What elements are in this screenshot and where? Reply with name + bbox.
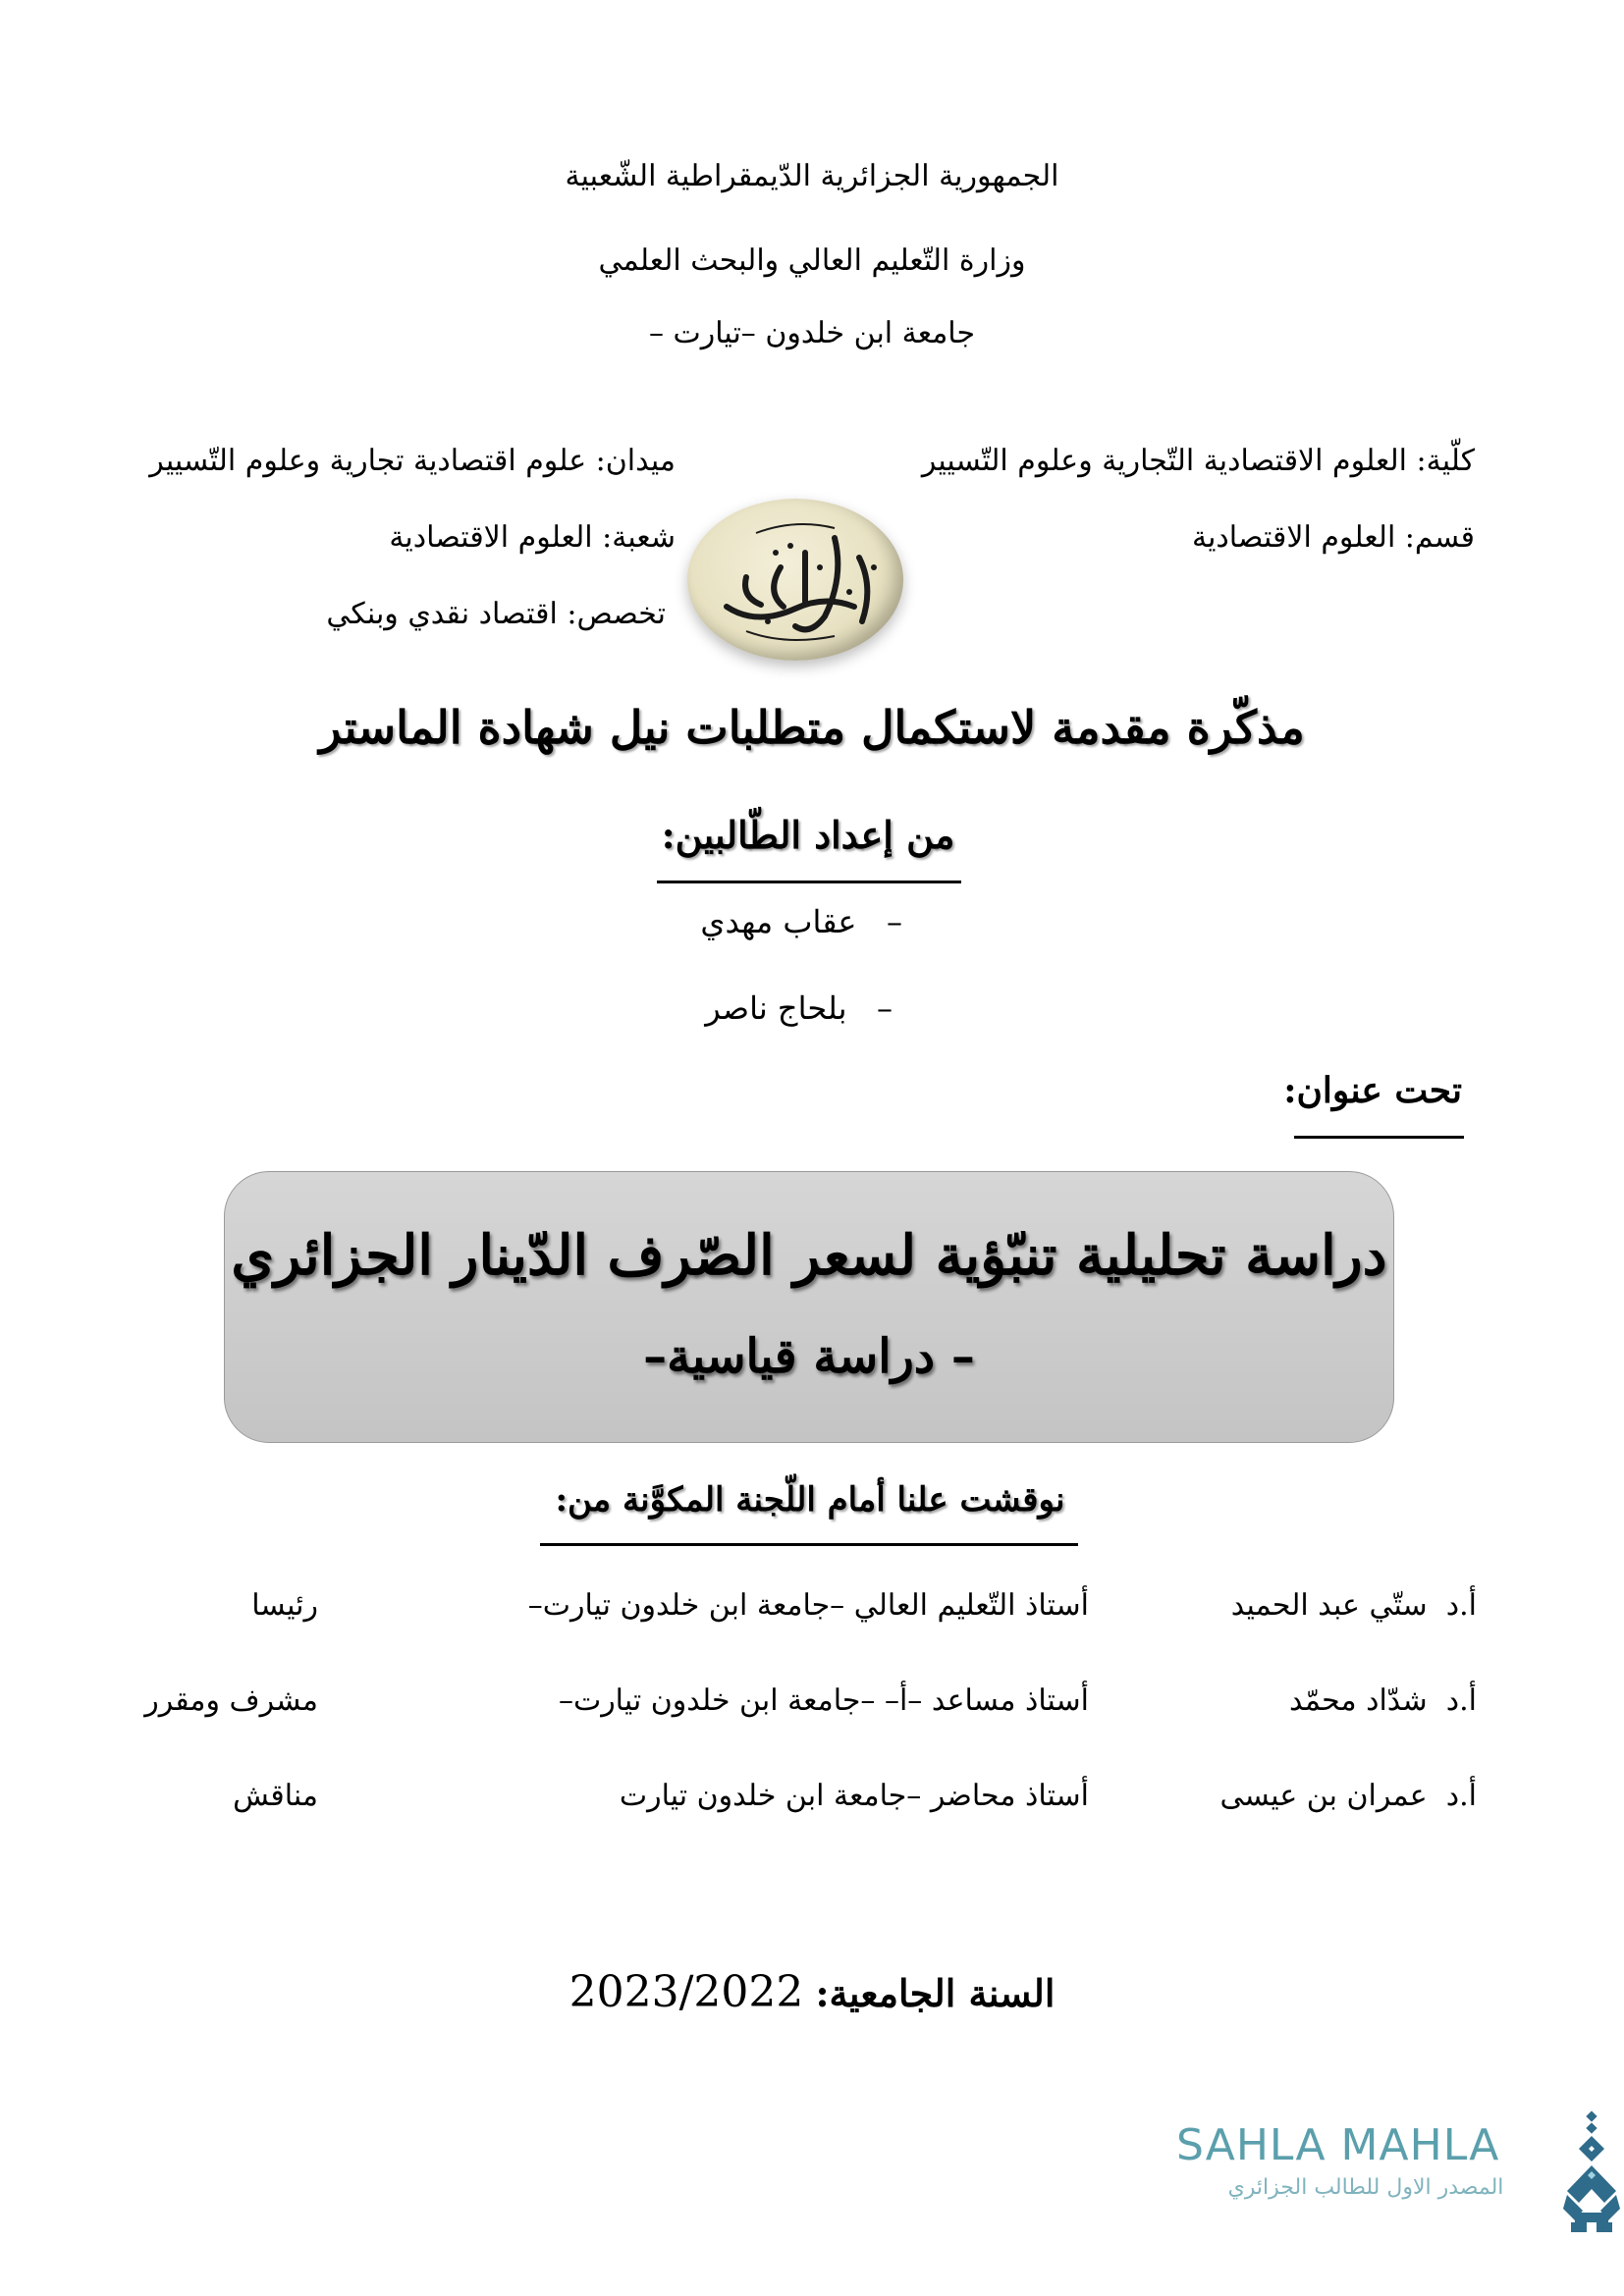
jury-title: أستاذ محاضر –جامعة ابن خلدون تيارت [619, 1779, 1089, 1813]
thesis-title-box [224, 1171, 1394, 1443]
jury-name [1220, 1779, 1477, 1813]
university-seal-icon [687, 499, 903, 661]
specialty-label: تخصص: اقتصاد نقدي وبنكي [326, 597, 666, 631]
subject-label: تحت عنوان: [1283, 1070, 1462, 1111]
republic-name: الجمهورية الجزائرية الدّيمقراطية الشّعبية [565, 159, 1059, 193]
academic-year [0, 1967, 1624, 2017]
jury-row [0, 1683, 1624, 1733]
prepared-by-underline [657, 881, 961, 883]
thesis-subtitle: – دراسة قياسية– [643, 1329, 975, 1384]
jury-prefix: أ.د [1445, 1779, 1477, 1813]
committee-underline [540, 1543, 1078, 1546]
department-label: قسم: العلوم الاقتصادية [1192, 520, 1475, 555]
jury-role: رئيسا [251, 1588, 318, 1623]
branch-label: شعبة: العلوم الاقتصادية [389, 520, 676, 555]
jury-name [1289, 1683, 1477, 1718]
student-item [705, 989, 893, 1027]
student-name: بلحاج ناصر [705, 989, 847, 1027]
jury-prefix: أ.د [1445, 1683, 1477, 1718]
watermark-subtitle: المصدر الاول للطالب الجزائري [1227, 2175, 1504, 2200]
jury-member-name: عمران بن عيسى [1219, 1779, 1428, 1813]
committee-label: نوقشت علنا أمام اللّجنة المكوَّنة من: [555, 1480, 1065, 1520]
sahla-mahla-logo-icon [1561, 2110, 1622, 2238]
university-name: جامعة ابن خلدون –تيارت – [649, 316, 975, 350]
jury-title: أستاذ التّعليم العالي –جامعة ابن خلدون تيارت– [527, 1588, 1089, 1623]
jury-prefix: أ.د [1445, 1588, 1477, 1623]
academic-year-label: السنة الجامعية: [815, 1971, 1056, 2015]
ministry-name: وزارة التّعليم العالي والبحث العلمي [598, 243, 1026, 278]
jury-row [0, 1779, 1624, 1828]
list-bullet: – [887, 903, 902, 940]
jury-member-name: ستّي عبد الحميد [1230, 1588, 1428, 1623]
student-name: عقاب مهدي [700, 903, 857, 940]
domain-label: ميدان: علوم اقتصادية تجارية وعلوم التّسيير [149, 444, 676, 478]
jury-row [0, 1588, 1624, 1637]
jury-name [1231, 1588, 1477, 1623]
thesis-title: دراسة تحليلية تنبّؤية لسعر الصّرف الدّينار الجزائري [231, 1223, 1387, 1288]
list-bullet: – [877, 989, 893, 1027]
subject-underline [1294, 1136, 1464, 1139]
faculty-label: كلّية: العلوم الاقتصادية التّجارية وعلوم التّسيير [921, 444, 1475, 478]
student-item [700, 903, 902, 940]
jury-role: مناقش [233, 1779, 318, 1813]
watermark-title: SAHLA MAHLA [1176, 2120, 1500, 2170]
jury-role: مشرف ومقرر [144, 1683, 318, 1718]
thesis-purpose-heading: مذكّرة مقدمة لاستكمال متطلبات نيل شهادة الماستر [319, 701, 1305, 754]
jury-title: أستاذ مساعد –أ– –جامعة ابن خلدون تيارت– [558, 1683, 1089, 1718]
academic-year-value: 2023/2022 [568, 1967, 804, 2017]
sahla-mahla-watermark [1176, 2110, 1624, 2248]
jury-member-name: شدّاد محمّد [1289, 1683, 1428, 1718]
prepared-by-label: من إعداد الطّالبين: [661, 813, 955, 857]
